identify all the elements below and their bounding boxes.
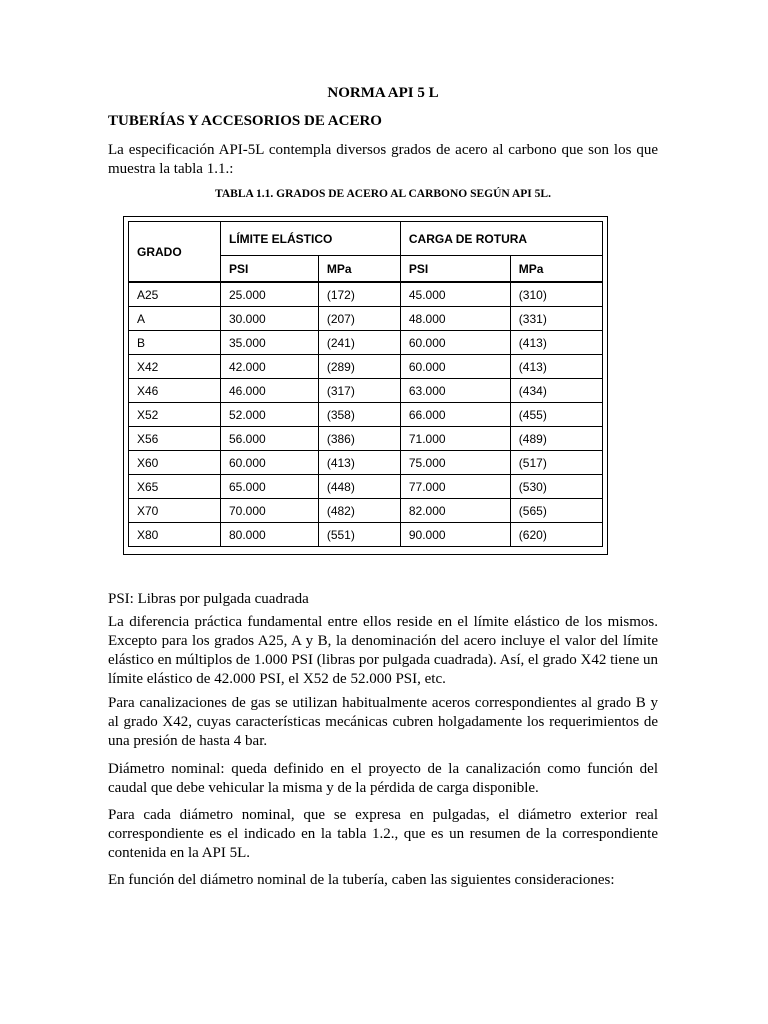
psi-note: PSI: Libras por pulgada cuadrada	[108, 591, 309, 607]
cell-carga-psi: 60.000	[400, 355, 510, 379]
cell-carga-mpa: (413)	[510, 355, 602, 379]
paragraph-diametro-exterior: Para cada diámetro nominal, que se expresa en pulgadas, el diámetro exterior real correspondiente es el indicado en la tabla 1.2., que es un resumen de la correspondiente contenida en la API 5L.	[108, 807, 658, 861]
cell-limite-psi: 56.000	[221, 427, 319, 451]
cell-grado: X52	[129, 403, 221, 427]
cell-carga-mpa: (413)	[510, 331, 602, 355]
cell-carga-psi: 60.000	[400, 331, 510, 355]
cell-carga-psi: 45.000	[400, 282, 510, 307]
cell-carga-psi: 90.000	[400, 523, 510, 547]
cell-limite-psi: 30.000	[221, 307, 319, 331]
table-row	[129, 331, 603, 355]
cell-grado: X42	[129, 355, 221, 379]
cell-grado: X70	[129, 499, 221, 523]
cell-carga-psi: 77.000	[400, 475, 510, 499]
cell-limite-mpa: (241)	[318, 331, 400, 355]
table-row	[129, 475, 603, 499]
table-row	[129, 499, 603, 523]
header-limite-mpa: MPa	[318, 256, 400, 283]
cell-carga-mpa: (620)	[510, 523, 602, 547]
cell-carga-mpa: (310)	[510, 282, 602, 307]
grades-table-frame	[123, 216, 608, 555]
cell-carga-mpa: (489)	[510, 427, 602, 451]
cell-carga-psi: 71.000	[400, 427, 510, 451]
table-row	[129, 282, 603, 307]
cell-limite-mpa: (317)	[318, 379, 400, 403]
cell-limite-mpa: (172)	[318, 282, 400, 307]
header-grado: GRADO	[129, 222, 221, 283]
cell-limite-mpa: (386)	[318, 427, 400, 451]
cell-limite-psi: 35.000	[221, 331, 319, 355]
header-carga-psi: PSI	[400, 256, 510, 283]
cell-limite-mpa: (551)	[318, 523, 400, 547]
cell-carga-psi: 63.000	[400, 379, 510, 403]
cell-grado: B	[129, 331, 221, 355]
cell-limite-mpa: (358)	[318, 403, 400, 427]
cell-carga-mpa: (331)	[510, 307, 602, 331]
paragraph-diametro-nominal: Diámetro nominal: queda definido en el proyecto de la canalización como función del caudal que debe vehicular la misma y de la pérdida de carga disponible.	[108, 761, 658, 796]
table-row	[129, 427, 603, 451]
table-row	[129, 379, 603, 403]
cell-limite-psi: 80.000	[221, 523, 319, 547]
header-limite-psi: PSI	[221, 256, 319, 283]
cell-limite-mpa: (448)	[318, 475, 400, 499]
table-caption: TABLA 1.1. GRADOS DE ACERO AL CARBONO SEGÚN API 5L.	[215, 188, 551, 200]
table-row	[129, 523, 603, 547]
cell-grado: X46	[129, 379, 221, 403]
header-carga-mpa: MPa	[510, 256, 602, 283]
cell-carga-psi: 66.000	[400, 403, 510, 427]
cell-limite-psi: 70.000	[221, 499, 319, 523]
document-title: NORMA API 5 L	[327, 85, 439, 101]
cell-limite-mpa: (413)	[318, 451, 400, 475]
cell-limite-psi: 52.000	[221, 403, 319, 427]
cell-limite-psi: 46.000	[221, 379, 319, 403]
paragraph-canalizaciones: Para canalizaciones de gas se utilizan habitualmente aceros correspondientes al grado B y al grado X42, cuyas características mecánicas cubren holgadamente los requerimientos de una presión de hasta 4 bar.	[108, 695, 658, 749]
table-row	[129, 403, 603, 427]
cell-grado: X56	[129, 427, 221, 451]
cell-carga-psi: 75.000	[400, 451, 510, 475]
grades-table	[128, 221, 603, 547]
header-limite-elastico: LÍMITE ELÁSTICO	[221, 222, 401, 256]
table-row	[129, 451, 603, 475]
cell-carga-mpa: (530)	[510, 475, 602, 499]
cell-grado: X60	[129, 451, 221, 475]
intro-paragraph: La especificación API-5L contempla diversos grados de acero al carbono que son los que muestra la tabla 1.1.:	[108, 142, 658, 177]
cell-limite-mpa: (207)	[318, 307, 400, 331]
cell-limite-psi: 42.000	[221, 355, 319, 379]
cell-carga-mpa: (455)	[510, 403, 602, 427]
paragraph-limite: La diferencia práctica fundamental entre ellos reside en el límite elástico de los mismos. Excepto para los grados A25, A y B, la denominación del acero incluye el valor del límite elástico en múltiplos de 1.000 PSI (libras por pulgada cuadrada). Así, el grado X42 tiene un límite elástico de 42.000 PSI, el X52 de 52.000 PSI, etc.	[108, 614, 658, 687]
cell-limite-psi: 65.000	[221, 475, 319, 499]
cell-carga-mpa: (565)	[510, 499, 602, 523]
cell-carga-mpa: (434)	[510, 379, 602, 403]
cell-limite-mpa: (482)	[318, 499, 400, 523]
table-row	[129, 355, 603, 379]
cell-limite-psi: 25.000	[221, 282, 319, 307]
cell-grado: X65	[129, 475, 221, 499]
cell-carga-psi: 48.000	[400, 307, 510, 331]
cell-limite-mpa: (289)	[318, 355, 400, 379]
cell-limite-psi: 60.000	[221, 451, 319, 475]
cell-carga-psi: 82.000	[400, 499, 510, 523]
header-carga-rotura: CARGA DE ROTURA	[400, 222, 602, 256]
paragraph-consideraciones: En función del diámetro nominal de la tubería, caben las siguientes consideraciones:	[108, 872, 615, 888]
cell-grado: A	[129, 307, 221, 331]
cell-carga-mpa: (517)	[510, 451, 602, 475]
cell-grado: A25	[129, 282, 221, 307]
cell-grado: X80	[129, 523, 221, 547]
section-heading: TUBERÍAS Y ACCESORIOS DE ACERO	[108, 113, 382, 129]
table-row	[129, 307, 603, 331]
